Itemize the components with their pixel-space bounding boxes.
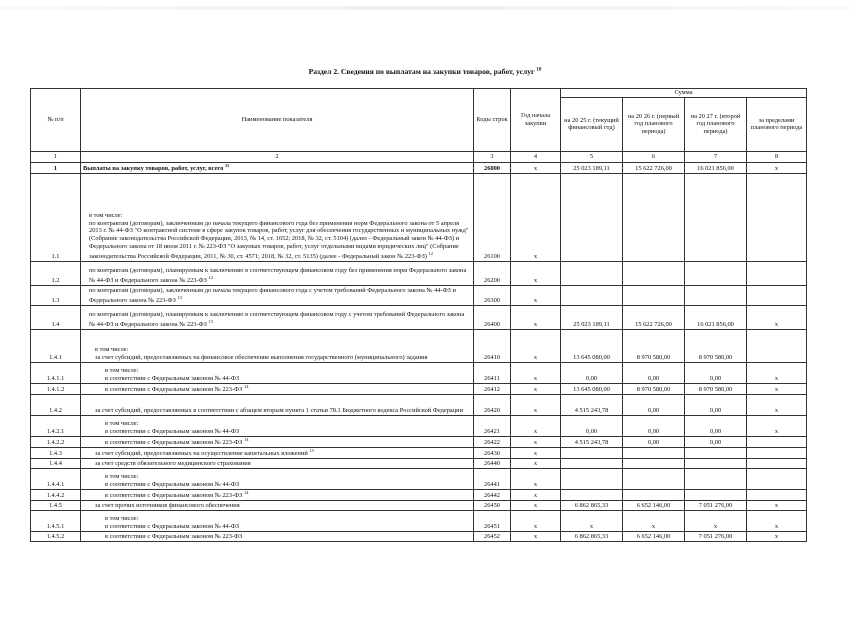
row-name — [81, 436, 474, 447]
row-value-plan1: 0,00 — [623, 394, 685, 415]
row-name-text: в соответствии с Федеральным законом № 223-ФЗ — [105, 491, 243, 499]
row-name-footnote: 15 — [309, 447, 314, 453]
row-value-plan1: 15 622 726,00 — [623, 305, 685, 329]
row-number: 1.4.2.2 — [31, 436, 81, 447]
column-index-cell: 7 — [685, 151, 747, 162]
row-value-current — [561, 458, 623, 468]
row-name-text: в том числе: за счет субсидий, предоставляемых на финансовое обеспечение выполнения государственного (муниципального) задания — [95, 346, 428, 361]
row-name-text: в том числе: в соответствии с Федеральным законом № 44-ФЗ — [105, 367, 240, 382]
row-value-beyond — [747, 489, 807, 500]
row-value-plan2 — [685, 447, 747, 458]
row-code: 26452 — [474, 531, 511, 541]
row-name — [81, 162, 474, 173]
row-value-current: 6 862 865,33 — [561, 531, 623, 541]
row-number: 1.4.1.1 — [31, 362, 81, 383]
table-row — [31, 510, 807, 531]
row-value-plan2 — [685, 285, 747, 305]
row-year: x — [511, 173, 561, 261]
row-value-current — [561, 173, 623, 261]
row-name-text: Выплаты на закупку товаров, работ, услуг, всего — [83, 164, 224, 172]
row-value-beyond — [747, 447, 807, 458]
row-code: 26100 — [474, 173, 511, 261]
row-value-plan1: x — [623, 510, 685, 531]
row-name — [81, 285, 474, 305]
table-row — [31, 394, 807, 415]
row-number: 1.4.4 — [31, 458, 81, 468]
column-index-row — [31, 151, 807, 162]
row-number: 1.4.1 — [31, 329, 81, 362]
row-value-plan2: x — [685, 510, 747, 531]
row-value-beyond — [747, 173, 807, 261]
column-index-cell: 1 — [31, 151, 81, 162]
row-value-beyond: x — [747, 415, 807, 436]
row-code: 26450 — [474, 500, 511, 510]
row-name-footnote: 14 — [243, 383, 249, 389]
table-row — [31, 383, 807, 394]
column-index-cell: 3 — [474, 151, 511, 162]
purchases-table — [30, 88, 807, 542]
row-name-text: по контрактам (договорам), планируемым к заключению в соответствующем финансовом году с учетом требований Федерального закона № 44-ФЗ и Федерального закона № 223-ФЗ — [89, 311, 465, 328]
row-code: 26421 — [474, 415, 511, 436]
row-value-current — [561, 285, 623, 305]
row-value-current: 4 515 243,78 — [561, 436, 623, 447]
row-number: 1.4.5.2 — [31, 531, 81, 541]
row-name — [81, 415, 474, 436]
row-value-plan1: 0,00 — [623, 362, 685, 383]
table-row — [31, 329, 807, 362]
table-row — [31, 447, 807, 458]
row-value-current: x — [561, 510, 623, 531]
row-name-text: за счет прочих источников финансового обеспечения — [95, 501, 240, 509]
row-value-current — [561, 468, 623, 489]
row-value-plan2 — [685, 458, 747, 468]
row-year: x — [511, 394, 561, 415]
row-code: 26441 — [474, 468, 511, 489]
row-name-text: в соответствии с Федеральным законом № 223-ФЗ — [105, 532, 243, 540]
row-value-beyond — [747, 261, 807, 285]
row-value-beyond: x — [747, 394, 807, 415]
header-col-plan2: на 20 27 г. (второй год планового периода) — [685, 97, 747, 151]
row-name-text: в том числе: в соответствии с Федеральным законом № 44-ФЗ — [105, 472, 240, 488]
row-name — [81, 329, 474, 362]
row-value-plan1: 0,00 — [623, 436, 685, 447]
row-value-plan2: 8 970 580,00 — [685, 329, 747, 362]
row-value-current: 0,00 — [561, 415, 623, 436]
row-number: 1.4.5.1 — [31, 510, 81, 531]
table-row — [31, 261, 807, 285]
row-value-plan1 — [623, 458, 685, 468]
row-name-footnote: 14 — [243, 489, 249, 495]
row-number: 1.2 — [31, 261, 81, 285]
row-name — [81, 500, 474, 510]
row-name — [81, 458, 474, 468]
header-col-beyond: за пределами планового периода — [747, 97, 807, 151]
row-value-plan1: 6 652 146,00 — [623, 531, 685, 541]
row-value-plan1: 8 970 580,00 — [623, 383, 685, 394]
row-name — [81, 531, 474, 541]
row-name — [81, 489, 474, 500]
row-name — [81, 383, 474, 394]
row-name-text: в том числе: по контрактам (договорам), заключенным до начала текущего финансового года без применения норм Федерального закона от 5 апреля 2013 г. № 44-ФЗ "О контрактной системе в сфере закупок товаров, работ, услуг для обеспечения государственных и муниципальных нужд" (Собрание законодательства Российской Федерации, 2013, № 14, ст. 1652; 2018, № 32, ст. 5104) (далее - Федеральный закон № 44-ФЗ) и Федерального закона от 18 июля 2011 г. № 223-ФЗ "О закупках товаров, работ, услуг отдельными видами юридических лиц" (Собрание законодательства Российской Федерации, 2011, № 30, ст. 4571; 2018, № 32, ст. 5135) (далее - Федеральный закон № 223-ФЗ) — [89, 211, 469, 260]
row-code: 26422 — [474, 436, 511, 447]
row-number: 1.4.2.1 — [31, 415, 81, 436]
table-row — [31, 468, 807, 489]
row-year: x — [511, 415, 561, 436]
row-code: 26200 — [474, 261, 511, 285]
header-col-plan1: на 20 26 г. (первый год планового периода) — [623, 97, 685, 151]
row-name-text: в соответствии с Федеральным законом № 223-ФЗ — [105, 438, 243, 446]
row-year: x — [511, 362, 561, 383]
row-name-text: в том числе: в соответствии с Федеральным законом № 44-ФЗ — [105, 420, 240, 435]
row-number: 1.3 — [31, 285, 81, 305]
header-num: № п/п — [31, 89, 81, 152]
table-row — [31, 162, 807, 173]
row-value-beyond: x — [747, 162, 807, 173]
row-value-beyond: x — [747, 510, 807, 531]
header-code: Коды строк — [474, 89, 511, 152]
row-name — [81, 510, 474, 531]
row-value-plan1 — [623, 489, 685, 500]
table-row — [31, 285, 807, 305]
column-index-cell: 2 — [81, 151, 474, 162]
table-row — [31, 489, 807, 500]
row-value-beyond — [747, 436, 807, 447]
row-code: 26420 — [474, 394, 511, 415]
row-number: 1.4.2 — [31, 394, 81, 415]
row-year: x — [511, 447, 561, 458]
row-number: 1.4 — [31, 305, 81, 329]
row-value-beyond — [747, 329, 807, 362]
table-body — [31, 162, 807, 541]
row-value-plan2: 0,00 — [685, 394, 747, 415]
row-value-plan2: 7 051 276,00 — [685, 500, 747, 510]
row-year: x — [511, 261, 561, 285]
row-number: 1 — [31, 162, 81, 173]
row-name-text: за счет средств обязательного медицинского страхования — [95, 459, 251, 467]
table-row — [31, 458, 807, 468]
row-year: x — [511, 305, 561, 329]
section-title-text: Раздел 2. Сведения по выплатам на закупки товаров, работ, услуг — [308, 67, 535, 76]
row-name-text: за счет субсидий, предоставляемых на осуществление капитальных вложений — [95, 449, 308, 457]
row-value-plan1 — [623, 447, 685, 458]
row-value-plan1: 6 652 146,00 — [623, 500, 685, 510]
row-name-footnote: 13 — [208, 318, 213, 324]
row-value-plan2: 16 021 856,00 — [685, 305, 747, 329]
row-value-current — [561, 489, 623, 500]
row-year: x — [511, 468, 561, 489]
header-sum: Сумма — [561, 89, 807, 98]
row-year: x — [511, 510, 561, 531]
row-value-plan1: 8 970 580,00 — [623, 329, 685, 362]
row-name-footnote: 14 — [243, 436, 249, 442]
row-code: 26440 — [474, 458, 511, 468]
row-name — [81, 261, 474, 285]
row-name-footnote: 12 — [208, 274, 213, 280]
column-index-cell: 4 — [511, 151, 561, 162]
row-name-text: за счет субсидий, предоставляемых в соответствии с абзацем вторым пункта 1 статьи 78.1 Бюджетного кодекса Российской Федерации — [95, 406, 463, 414]
header-year: Год начала закупки — [511, 89, 561, 152]
row-value-beyond: x — [747, 500, 807, 510]
row-number: 1.1 — [31, 173, 81, 261]
row-year: x — [511, 458, 561, 468]
row-value-plan2 — [685, 173, 747, 261]
row-number: 1.4.3 — [31, 447, 81, 458]
row-name-text: в том числе: в соответствии с Федеральным законом № 44-ФЗ — [105, 514, 240, 530]
row-value-current: 25 023 189,11 — [561, 305, 623, 329]
row-code: 26000 — [474, 162, 511, 173]
table-row — [31, 500, 807, 510]
table-row — [31, 415, 807, 436]
row-code: 26430 — [474, 447, 511, 458]
row-value-current: 13 645 080,00 — [561, 383, 623, 394]
row-name-text: в соответствии с Федеральным законом № 223-ФЗ — [105, 385, 243, 393]
row-number: 1.4.5 — [31, 500, 81, 510]
row-number: 1.4.1.2 — [31, 383, 81, 394]
row-value-beyond — [747, 468, 807, 489]
table-row — [31, 305, 807, 329]
row-name — [81, 447, 474, 458]
row-value-beyond: x — [747, 362, 807, 383]
header-name: Наименование показателя — [81, 89, 474, 152]
row-value-current — [561, 447, 623, 458]
column-index-cell: 8 — [747, 151, 807, 162]
scan-artifact — [0, 6, 850, 10]
section-title-footnote: 10 — [536, 67, 542, 73]
row-value-plan1: 0,00 — [623, 415, 685, 436]
row-value-plan1 — [623, 261, 685, 285]
row-year: x — [511, 285, 561, 305]
row-value-plan1 — [623, 173, 685, 261]
row-number: 1.4.4.1 — [31, 468, 81, 489]
row-value-plan2: 8 970 580,00 — [685, 383, 747, 394]
row-value-current: 0,00 — [561, 362, 623, 383]
row-value-plan2 — [685, 261, 747, 285]
row-year: x — [511, 162, 561, 173]
row-name — [81, 394, 474, 415]
row-value-current: 4 515 243,78 — [561, 394, 623, 415]
section-title — [0, 67, 850, 76]
row-value-plan2: 16 021 856,00 — [685, 162, 747, 173]
row-value-current: 6 862 865,33 — [561, 500, 623, 510]
row-name-text: по контрактам (договорам), планируемым к заключению в соответствующем финансовом году без применения норм Федерального закона № 44-ФЗ и Федерального закона № 223-ФЗ — [89, 267, 467, 284]
row-year: x — [511, 500, 561, 510]
row-value-plan1 — [623, 468, 685, 489]
header-col-current: на 20 25 г. (текущий финансовый год) — [561, 97, 623, 151]
row-name-footnote: 11 — [225, 162, 230, 168]
row-name-text: по контрактам (договорам), заключенным до начала текущего финансового года с учетом требований Федерального закона № 44-ФЗ и Федерального закона № 223-ФЗ — [89, 287, 456, 304]
row-year: x — [511, 489, 561, 500]
row-name-footnote: 12 — [428, 250, 434, 256]
row-code: 26442 — [474, 489, 511, 500]
row-value-plan2: 0,00 — [685, 415, 747, 436]
row-year: x — [511, 383, 561, 394]
row-value-plan1: 15 622 726,00 — [623, 162, 685, 173]
row-name — [81, 173, 474, 261]
row-code: 26411 — [474, 362, 511, 383]
row-name — [81, 468, 474, 489]
row-code: 26400 — [474, 305, 511, 329]
row-value-beyond: x — [747, 383, 807, 394]
row-value-plan2 — [685, 489, 747, 500]
row-number: 1.4.4.2 — [31, 489, 81, 500]
row-code: 26410 — [474, 329, 511, 362]
row-value-beyond — [747, 285, 807, 305]
row-value-beyond: x — [747, 305, 807, 329]
row-value-plan2 — [685, 468, 747, 489]
table-row — [31, 531, 807, 541]
row-code: 26451 — [474, 510, 511, 531]
row-name — [81, 305, 474, 329]
row-code: 26412 — [474, 383, 511, 394]
row-value-current: 13 645 080,00 — [561, 329, 623, 362]
row-year: x — [511, 436, 561, 447]
row-value-plan2: 0,00 — [685, 362, 747, 383]
table-row — [31, 436, 807, 447]
row-value-plan2: 0,00 — [685, 436, 747, 447]
row-value-beyond — [747, 458, 807, 468]
row-value-plan2: 7 051 276,00 — [685, 531, 747, 541]
table-row — [31, 362, 807, 383]
row-value-beyond: x — [747, 531, 807, 541]
row-value-current — [561, 261, 623, 285]
column-index-cell: 5 — [561, 151, 623, 162]
table-row — [31, 173, 807, 261]
row-name-footnote: 13 — [177, 294, 182, 300]
row-name — [81, 362, 474, 383]
row-value-plan1 — [623, 285, 685, 305]
row-code: 26300 — [474, 285, 511, 305]
row-year: x — [511, 531, 561, 541]
column-index-cell: 6 — [623, 151, 685, 162]
row-year: x — [511, 329, 561, 362]
row-value-current: 25 023 189,11 — [561, 162, 623, 173]
